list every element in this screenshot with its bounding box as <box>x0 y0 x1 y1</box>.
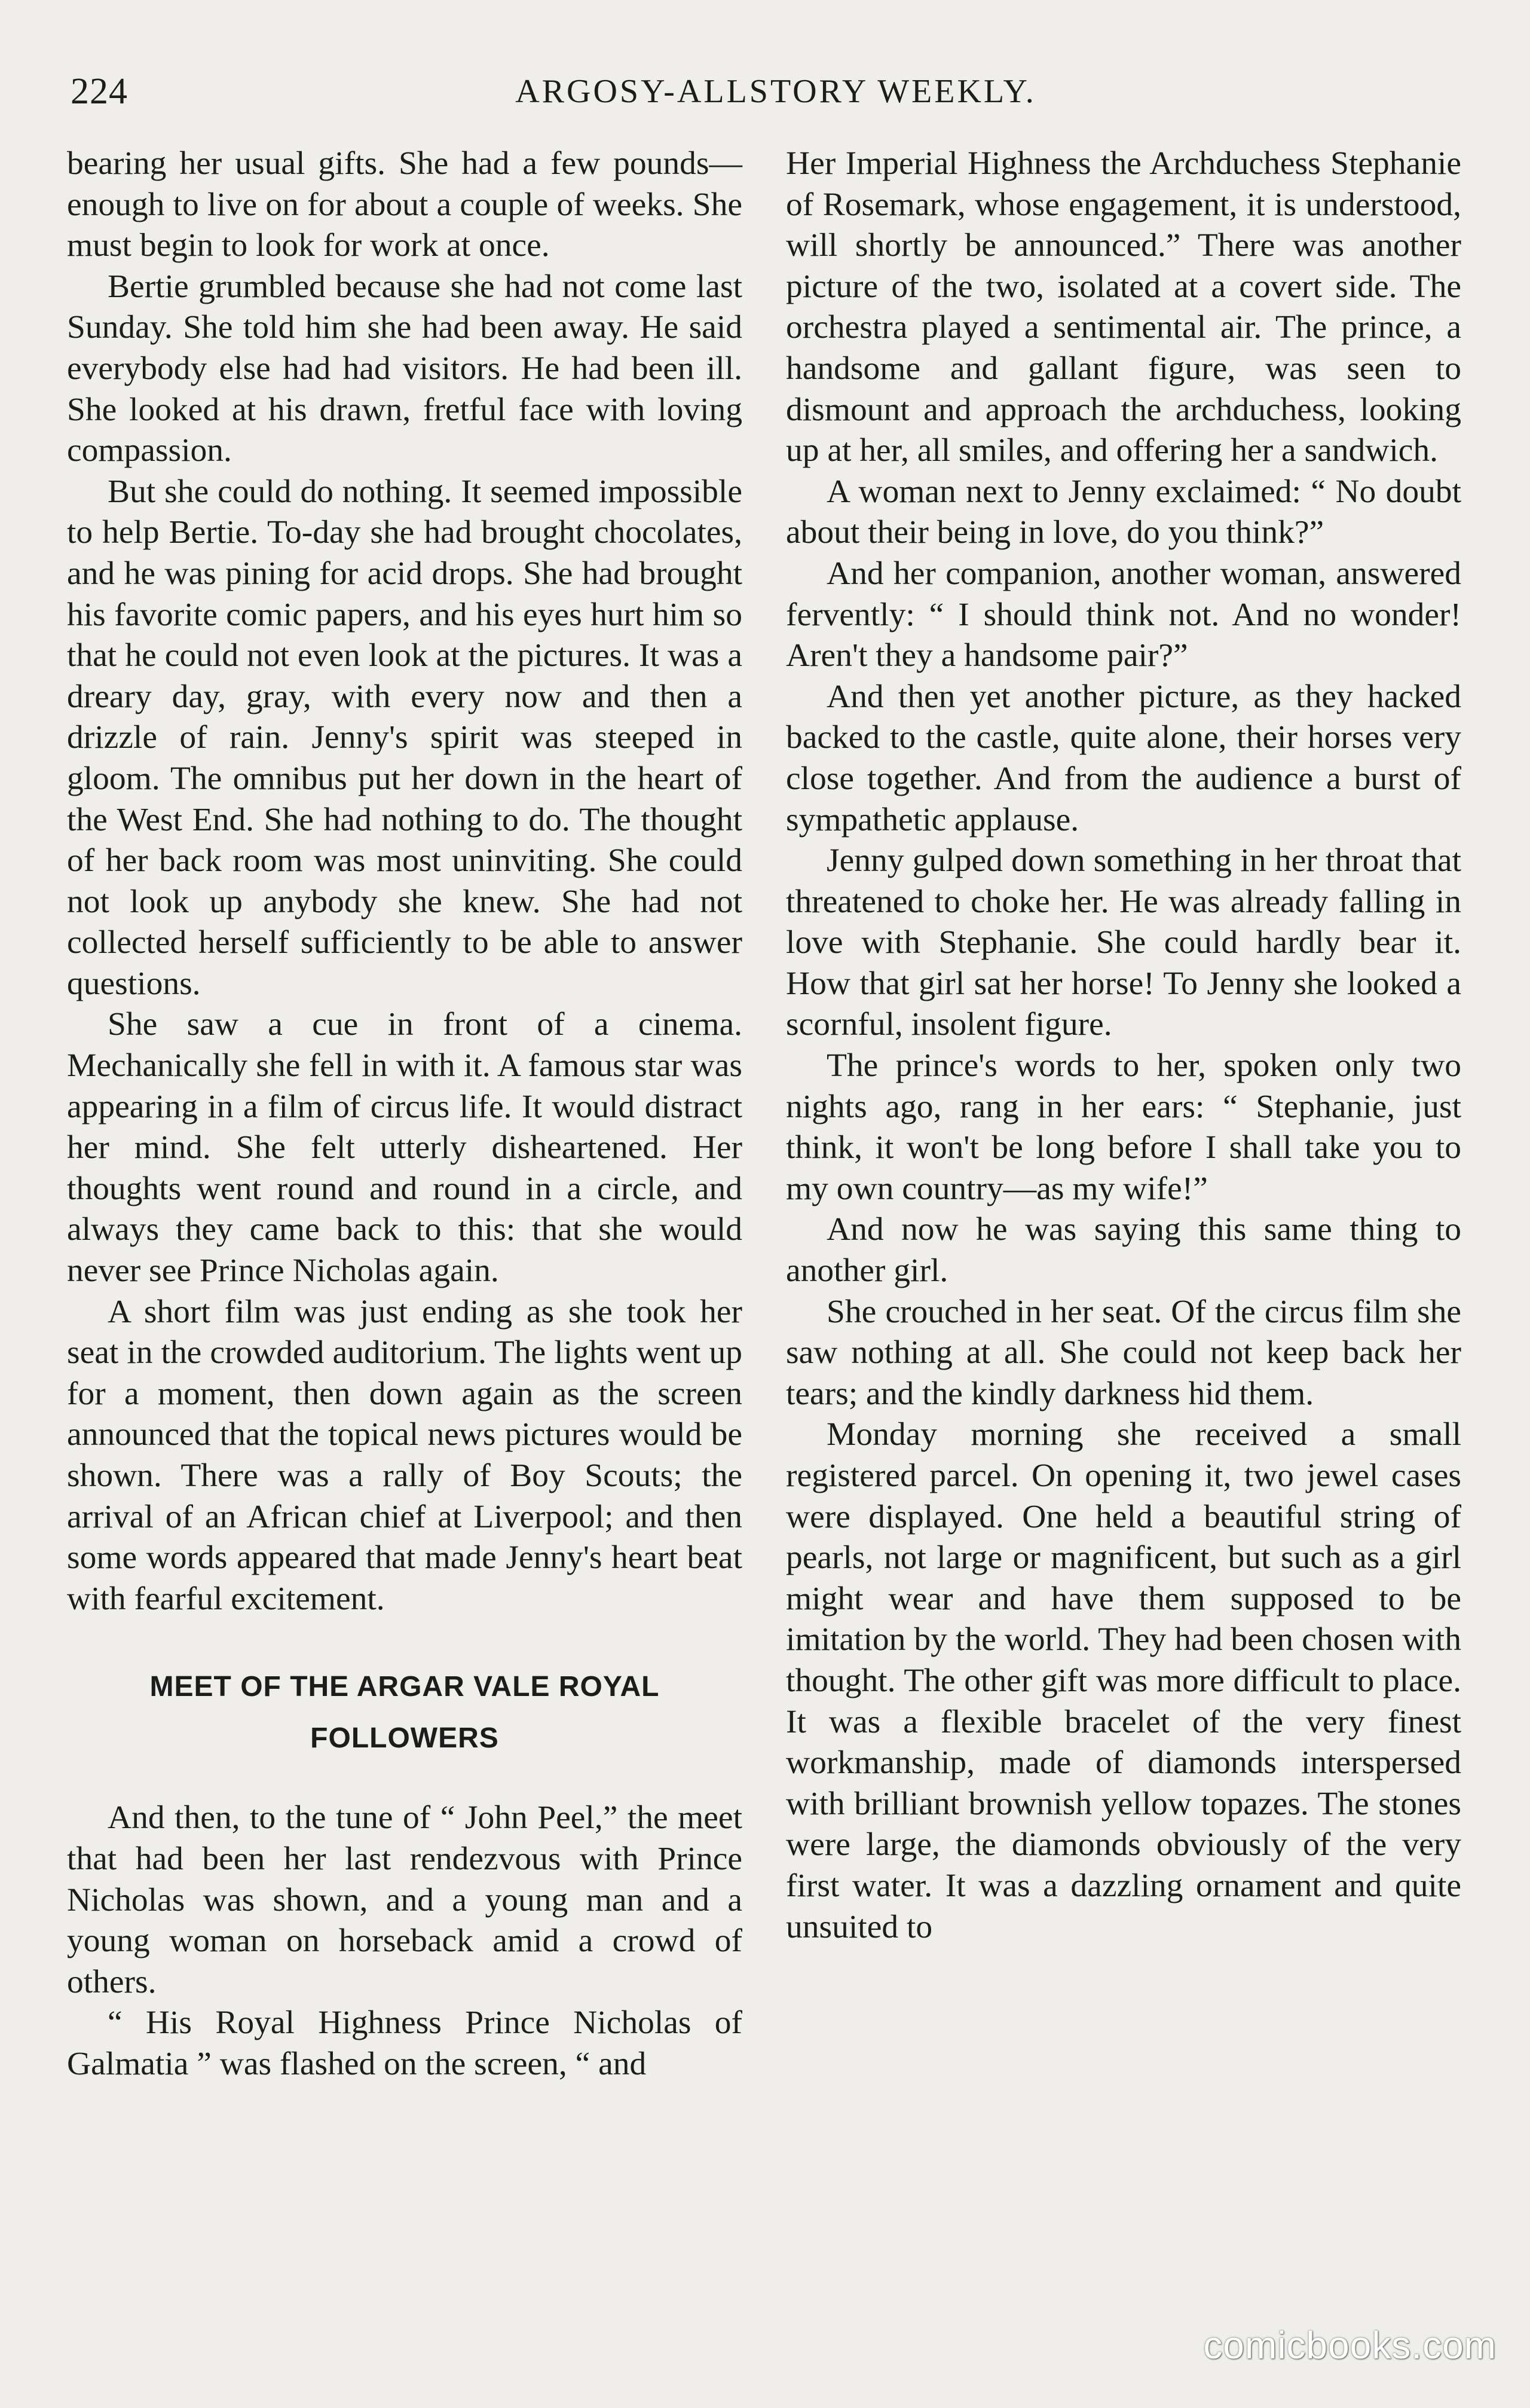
running-title: ARGOSY-ALLSTORY WEEKLY. <box>515 73 1036 110</box>
paragraph: She crouched in her seat. Of the circus film she saw nothing at all. She could not keep back her tears; and the kindly darkness hid them. <box>786 1293 1461 1412</box>
paragraph: “ His Royal Highness Prince Nicholas of Galmatia ” was flashed on the screen, “ and <box>67 2004 742 2082</box>
left-column <box>67 143 742 2085</box>
paragraph: And her companion, another woman, answered fervently: “ I should think not. And no wonder! Aren't they a handsome pair?” <box>786 555 1461 674</box>
page-number: 224 <box>71 71 128 112</box>
paragraph: A short film was just ending as she took her seat in the crowded auditorium. The lights went up for a moment, then down again as the screen announced that the topical news pictures would be shown. There was a rally of Boy Scouts; the arrival of an African chief at Liverpool; and then some words appeared that made Jenny's heart beat with fearful excitement. <box>67 1293 742 1617</box>
section-heading-line: FOLLOWERS <box>310 1722 499 1755</box>
paragraph: And now he was saying this same thing to another girl. <box>786 1211 1461 1289</box>
paragraph: Monday morning she received a small registered parcel. On opening it, two jewel cases were displayed. One held a beautiful string of pearls, not large or magnificent, but such as a girl might wear and have them supposed to be imitation by the world. They had been chosen with thought. The other gift was more difficult to place. It was a flexible bracelet of the very finest workmanship, made of diamonds interspersed with brilliant brownish yellow topazes. The stones were large, the diamonds obviously of the very first water. It was a dazzling ornament and quite unsuited to <box>786 1416 1461 1945</box>
section-heading <box>67 1661 742 1764</box>
paragraph: bearing her usual gifts. She had a few pounds—enough to live on for about a couple of weeks. She must begin to look for work at once. <box>67 145 742 264</box>
page-header <box>71 65 1481 118</box>
paragraph: And then, to the tune of “ John Peel,” the meet that had been her last rendezvous with Prince Nicholas was shown, and a young man and a young woman on horseback amid a crowd of others. <box>67 1799 742 2000</box>
paragraph: Her Imperial Highness the Archduchess Stephanie of Rosemark, whose engagement, it is understood, will shortly be announced.” There was another picture of the two, isolated at a covert side. The orchestra played a sentimental air. The prince, a handsome and gallant figure, was seen to dismount and approach the archduchess, looking up at her, all smiles, and offering her a sandwich. <box>786 145 1461 469</box>
section-heading-line: MEET OF THE ARGAR VALE ROYAL <box>149 1671 660 1703</box>
paragraph: Jenny gulped down something in her throat that threatened to choke her. He was already falling in love with Stephanie. She could hardly bear it. How that girl sat her horse! To Jenny she looked a scornful, insolent figure. <box>786 842 1461 1043</box>
watermark: comicbooks.com <box>1203 2324 1497 2367</box>
paragraph: But she could do nothing. It seemed impossible to help Bertie. To-day she had brought chocolates, and he was pining for acid drops. She had brought his favorite comic papers, and his eyes hurt him so that he could not even look at the pictures. It was a dreary day, gray, with every now and then a drizzle of rain. Jenny's spirit was steeped in gloom. The omnibus put her down in the heart of the West End. She had nothing to do. The thought of her back room was most uninviting. She could not look up anybody she knew. She had not collected herself sufficiently to be able to answer questions. <box>67 473 742 1002</box>
paragraph: A woman next to Jenny exclaimed: “ No doubt about their being in love, do you think?” <box>786 473 1461 551</box>
paragraph: And then yet another picture, as they hacked backed to the castle, quite alone, their horses very close together. And from the audience a burst of sympathetic applause. <box>786 678 1461 838</box>
paragraph: She saw a cue in front of a cinema. Mechanically she fell in with it. A famous star was appearing in a film of circus life. It would distract her mind. She felt utterly disheartened. Her thoughts went round and round in a circle, and always they came back to this: that she would never see Prince Nicholas again. <box>67 1006 742 1289</box>
paragraph: Bertie grumbled because she had not come last Sunday. She told him she had been away. He said everybody else had had visitors. He had been ill. She looked at his drawn, fretful face with loving compassion. <box>67 268 742 469</box>
paragraph: The prince's words to her, spoken only two nights ago, rang in her ears: “ Stephanie, just think, it won't be long before I shall take you to my own country—as my wife!” <box>786 1047 1461 1207</box>
right-column <box>786 143 1461 1948</box>
